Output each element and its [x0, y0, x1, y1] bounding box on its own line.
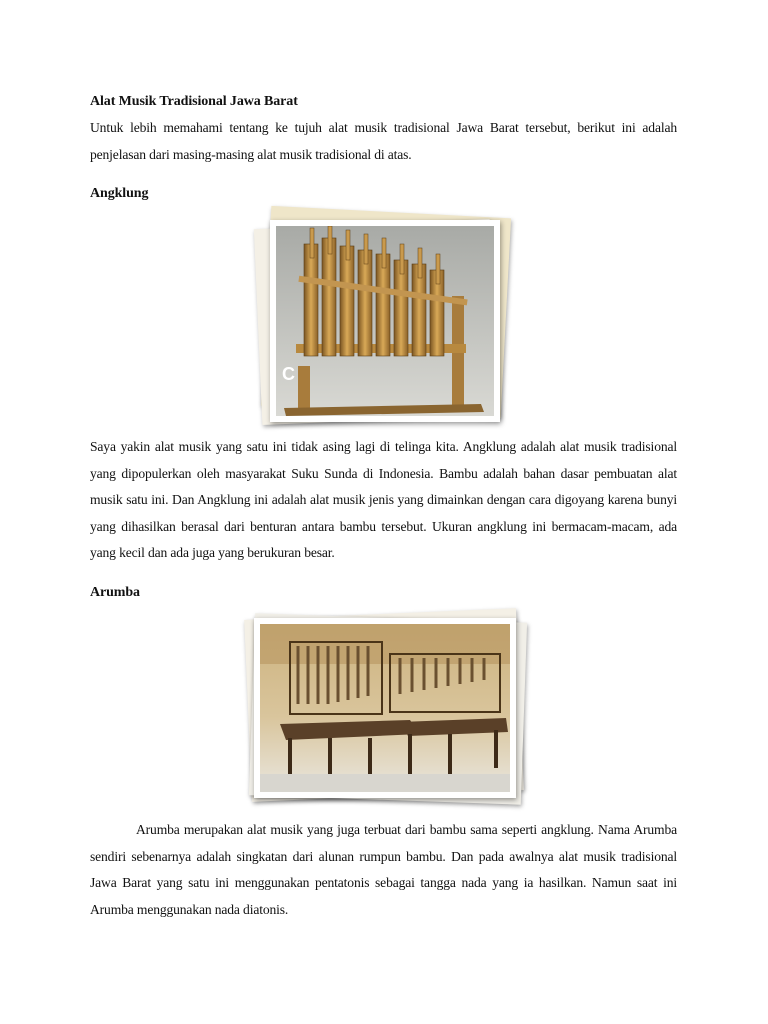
arumba-heading: Arumba	[90, 585, 140, 600]
photo-frame	[270, 220, 500, 422]
angklung-photo	[258, 210, 510, 430]
angklung-image	[276, 226, 494, 416]
section-title: Alat Musik Tradisional Jawa Barat	[90, 94, 298, 109]
arumba-photo	[242, 610, 528, 806]
intro-paragraph: Untuk lebih memahami tentang ke tujuh alat musik tradisional Jawa Barat tersebut, berikut ini adalah penjelasan dari masing-masing alat musik tradisional di atas.	[90, 120, 677, 162]
arumba-image	[260, 624, 510, 792]
arumba-paragraph: Arumba merupakan alat musik yang juga terbuat dari bambu sama seperti angklung. Nama Arumba sendiri sebenarnya adalah singkatan dari alunan rumpun bambu. Dan pada awalnya alat musik tradisional Jawa Barat yang satu ini menggunakan pentatonis sebagai tangga nada yang ia hasilkan. Namun saat ini Arumba menggunakan nada diatonis.	[90, 822, 677, 917]
angklung-heading: Angklung	[90, 186, 149, 201]
image-label: C	[282, 364, 295, 384]
photo-frame	[254, 618, 516, 798]
angklung-paragraph: Saya yakin alat musik yang satu ini tidak asing lagi di telinga kita. Angklung adalah alat musik tradisional yang dipopulerkan oleh masyarakat Suku Sunda di Indonesia. Bambu adalah bahan dasar pembuatan alat musik satu ini. Dan Angklung ini adalah alat musik jenis yang dimainkan dengan cara digoyang karena bunyi yang dihasilkan berasal dari benturan antara bambu tersebut. Ukuran angklung ini bermacam-macam, ada yang kecil dan ada juga yang berukuran besar.	[90, 439, 677, 561]
